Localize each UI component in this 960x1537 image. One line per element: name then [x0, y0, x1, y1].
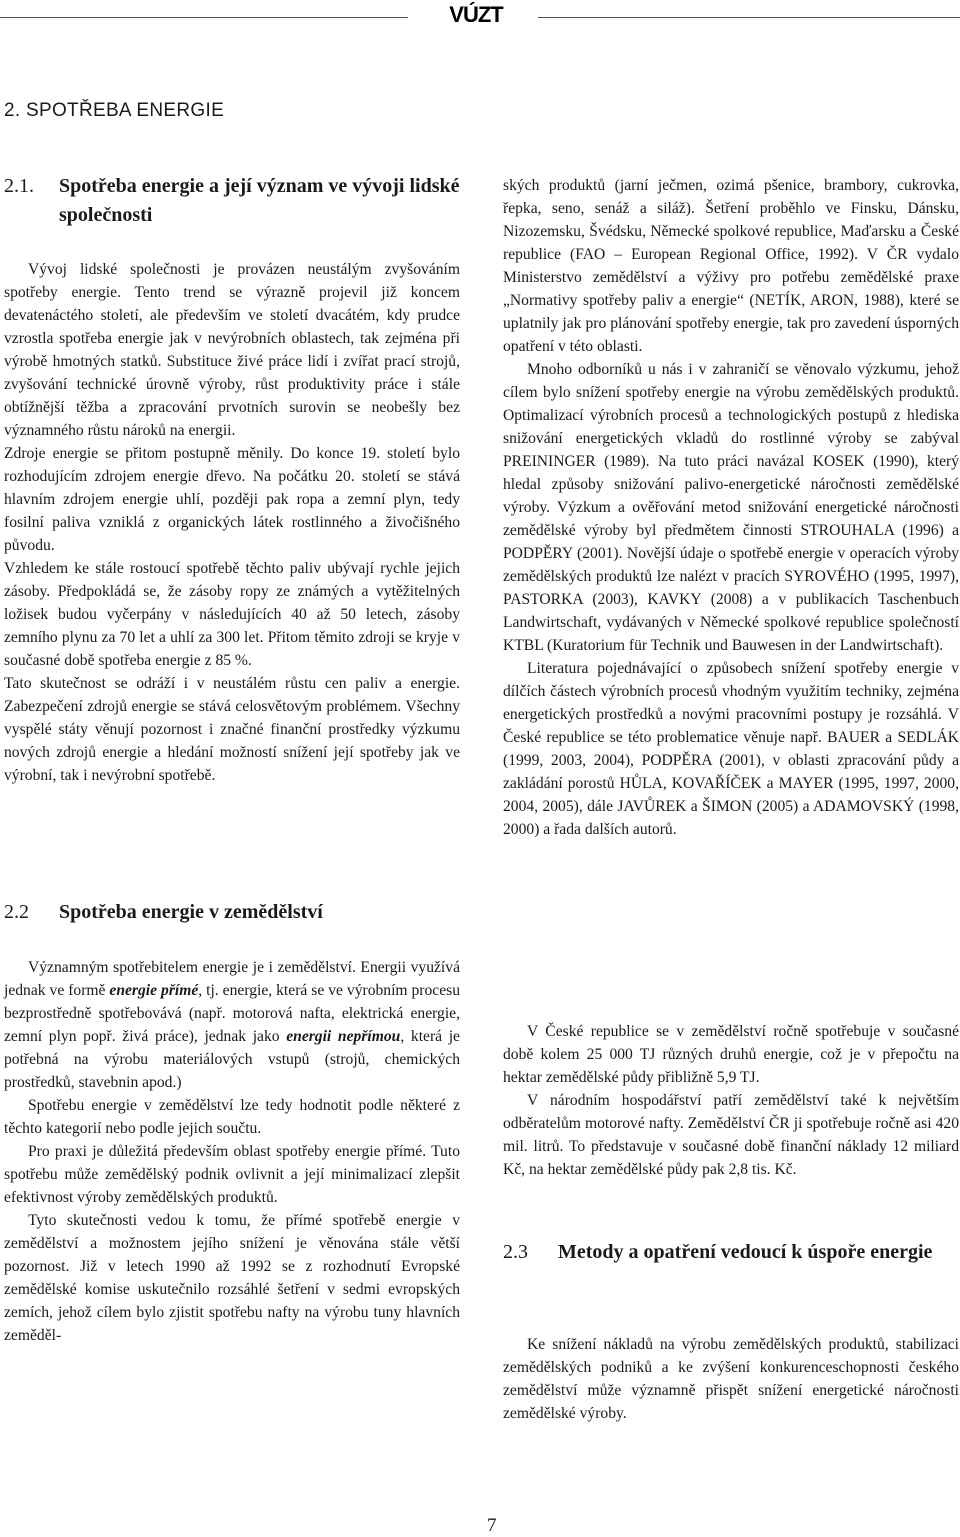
paragraph: Pro praxi je důležitá především oblast spotřeby energie přímé. Tuto spotřebu může zemědělský podnik ovlivnit a její minimalizací zlepšit efektivnost výroby zemědělských produktů.: [4, 1143, 460, 1206]
right-column-body-1: [503, 174, 959, 841]
chapter-title: 2. SPOTŘEBA ENERGIE: [4, 100, 225, 121]
emphasis-term: energie přímé: [109, 982, 199, 999]
emphasis-term: energii nepřímou: [286, 1028, 401, 1045]
text-run: , která je potřebná na výrobu materiálových vstupů (strojů, chemických prostředků, stavebnin apod.): [4, 1028, 460, 1091]
section-title: Metody a opatření vedoucí k úspoře energie: [558, 1241, 933, 1263]
paragraph: V národním hospodářství patří zemědělství také k největším odběratelům motorové nafty. Zemědělství ČR ji spotřebuje ročně asi 420 mil. litrů. To představuje v současné době finanční náklady 12 miliard Kč, na hektar zemědělské půdy pak 2,8 tis. Kč.: [503, 1092, 959, 1178]
paragraph: V České republice se v zemědělství ročně spotřebuje v současné době kolem 25 000 TJ různých druhů energie, což je v přepočtu na hektar zemědělské půdy přibližně 5,9 TJ.: [503, 1023, 959, 1086]
paragraph: Tyto skutečnosti vedou k tomu, že přímé spotřebě energie v zemědělství a možnostem jejího snížení je věnována stále větší pozornost. Již v letech 1990 až 1992 se z rozhodnutí Evropské zemědělské komise uskutečnilo rozsáhlé šetření v sedmi evropských zemích, jehož cílem bylo zjistit spotřebu nafty na výrobu tuny hlavních zeměděl-: [4, 1212, 460, 1344]
text-run: Významným spotřebitelem energie je i zemědělství. Energii využívá jednak ve formě: [4, 959, 460, 999]
section-2-2-body: [4, 956, 460, 1347]
header-rule-right: [538, 17, 960, 18]
paragraph: Vzhledem ke stále rostoucí spotřebě těchto paliv ubývají rychle jejich zásoby. Předpokládá se, že zásoby ropy ze známých a vytěžitelných ložisek budou vyčerpány v následujících 40 až 50 letech, zásoby zemního plynu za 70 let a uhlí za 300 let. Přitom těmito zdroji se kryje v současné době spotřeba energie z 85 %.: [4, 560, 460, 669]
paragraph: Vývoj lidské společnosti je provázen neustálým zvyšováním spotřeby energie. Tento trend se výrazně projevil již koncem devatenáctého století, ale především ve století dvacátém, kdy prudce vzrostla spotřeba energie jak v nevýrobních oblastech, tak zejména při výrobě hmotných statků. Substituce živé práce lidí i zvířat prací strojů, zvyšování technické úrovně výroby, růst produktivity práce i stále obtížnější těžba a zpracování prvotních surovin se neobešly bez významného růstu nároků na energii.: [4, 261, 460, 439]
right-column-body-2: [503, 1020, 959, 1181]
section-2-3-heading: [503, 1238, 959, 1267]
section-2-2-heading: [4, 898, 460, 927]
section-2-3-body: [503, 1333, 959, 1425]
section-2-1-heading: [4, 172, 460, 230]
section-title: Spotřeba energie v zemědělství: [59, 901, 323, 923]
section-title: Spotřeba energie a její význam ve vývoji lidské společnosti: [59, 175, 460, 226]
paragraph: Tato skutečnost se odráží i v neustálém růstu cen paliv a energie. Zabezpečení zdrojů energie se stává celosvětovým problémem. Všechny vyspělé státy věnují pozornost i značné finanční prostředky výzkumu nových zdrojů energie a hledání možností snížení její spotřeby jak ve výrobní, tak i nevýrobní spotřebě.: [4, 675, 460, 784]
paragraph: Spotřebu energie v zemědělství lze tedy hodnotit podle některé z těchto kategorií nebo podle jejich součtu.: [4, 1097, 460, 1137]
paragraph: Ke snížení nákladů na výrobu zemědělských produktů, stabilizaci zemědělských podniků a ke zvýšení konkurenceschopnosti českého zemědělství může významně přispět snížení energetické náročnosti zemědělské výroby.: [503, 1336, 959, 1422]
paragraph: Literatura pojednávající o způsobech snížení spotřeby energie v dílčích částech výrobních procesů vhodným využitím techniky, zejména energetických prostředků a novými pracovními postupy je rozsáhlá. V České republice se této problematice věnuje např. BAUER a SEDLÁK (1999, 2003, 2004), PODPĚRA (2001), v oblasti zpracování půdy a zakládání porostů HŮLA, KOVAŘÍČEK a MAYER (1995, 1997, 2000, 2004, 2005), dále JAVŮREK a ŠIMON (2005) a ADAMOVSKÝ (1998, 2000) a řada dalších autorů.: [503, 660, 959, 838]
paragraph: ských produktů (jarní ječmen, ozimá pšenice, brambory, cukrovka, řepka, seno, senáž a siláž). Šetření proběhlo ve Finsku, Dánsku, Nizozemsku, Švédsku, Německé spolkové republice, Maďarsku a České republice (FAO – European Regional Office, 1992). V ČR vydalo Ministerstvo zemědělství a výživy pro potřebu zemědělské praxe „Normativy spotřeby paliv a energie“ (NETÍK, ARON, 1988), které se uplatnily jak pro plánování spotřeby energie, tak pro zavedení úsporných opatření v této oblasti.: [503, 177, 959, 355]
paragraph: [4, 956, 460, 1094]
section-number: 2.1.: [4, 175, 34, 197]
vuzt-logo: VÚZT: [449, 2, 503, 27]
paragraph: Zdroje energie se přitom postupně měnily. Do konce 19. století bylo rozhodujícím zdrojem energie dřevo. Na počátku 20. století se stává hlavním zdrojem energie uhlí, později pak ropa a zemní plyn, tedy fosilní paliva vzniklá z organických látek rostlinného a živočišného původu.: [4, 445, 460, 554]
section-number: 2.2: [4, 901, 29, 923]
section-2-1-body: [4, 258, 460, 787]
text-run: , tj. energie, která se ve výrobním procesu bezprostředně spotřebovává (např. motorová nafta, elektrická energie, zemní plyn popř. živá práce), jednak jako: [4, 982, 461, 1045]
section-number: 2.3: [503, 1241, 528, 1263]
header-rule-left: [0, 17, 408, 18]
page-number: 7: [487, 1515, 497, 1536]
paragraph: Mnoho odborníků u nás i v zahraničí se věnovalo výzkumu, jehož cílem bylo snížení spotřeby energie na výrobu zemědělských produktů. Optimalizací výrobních procesů a technologických postupů z hlediska snižování energetických vkladů do rostlinné výroby se zabýval PREININGER (1989). Na tuto práci navázal KOSEK (1990), který hledal způsoby snižování palivo-energetické náročnosti zemědělské výroby. Výzkum a ověřování metod snižování energetické náročnosti zemědělské výroby byl předmětem činnosti STROUHALA (1996) a PODPĚRY (2001). Novější údaje o spotřebě energie v operacích výroby zemědělských produktů lze nalézt v pracích SYROVÉHO (1995, 1997), PASTORKA (2003), KAVKY (2008) a v publikacích Taschenbuch Landwirtschaft, vydávaných v Německé spolkové republice společností KTBL (Kuratorium für Technik und Bauwesen in der Landwirtschaft).: [503, 361, 959, 654]
